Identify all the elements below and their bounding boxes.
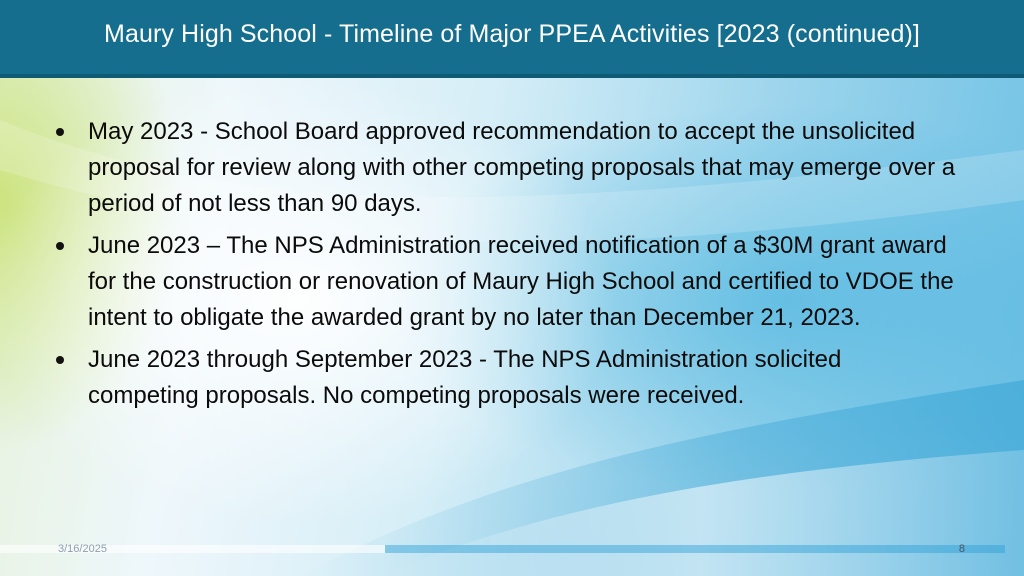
bullet-dot-icon	[56, 128, 64, 136]
bullet-item	[56, 228, 956, 336]
bullet-dot-icon	[56, 242, 64, 250]
bullet-item	[56, 114, 956, 222]
footer-date: 3/16/2025	[58, 543, 107, 555]
bullet-item	[56, 342, 956, 414]
bullet-text: May 2023 - School Board approved recommendation to accept the unsolicited proposal for review along with other competing proposals that may emerge over a period of not less than 90 days.	[88, 118, 956, 217]
slide-title: Maury High School - Timeline of Major PPEA Activities [2023 (continued)]	[104, 20, 920, 48]
bullet-list	[56, 114, 956, 420]
slide-number: 8	[958, 543, 965, 555]
bullet-text: June 2023 through September 2023 - The NPS Administration solicited competing proposals. No competing proposals were received.	[88, 346, 842, 409]
slide-header	[0, 0, 1024, 78]
bullet-text: June 2023 – The NPS Administration received notification of a $30M grant award for the construction or renovation of Maury High School and certified to VDOE the intent to obligate the awarded grant by no later than December 21, 2023.	[88, 232, 954, 331]
bullet-dot-icon	[56, 356, 64, 364]
